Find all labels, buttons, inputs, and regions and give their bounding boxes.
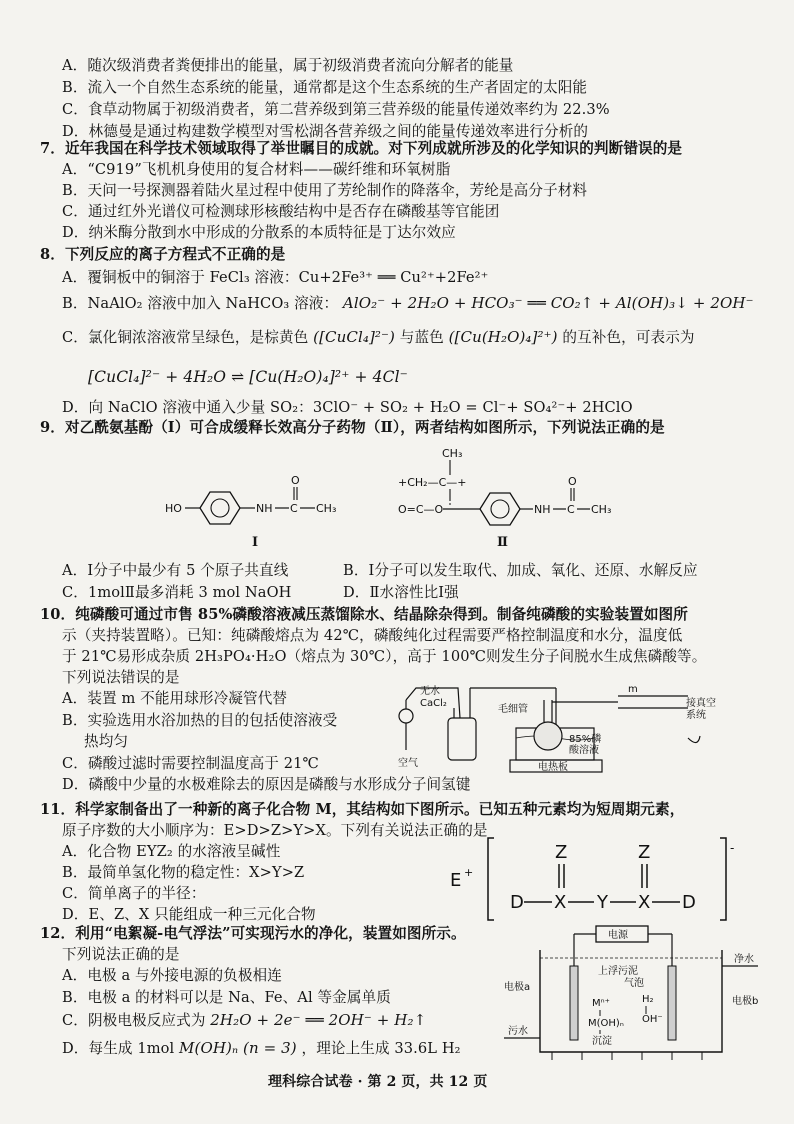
gas-label: 气泡: [624, 978, 644, 989]
q12-option-a: A．电极 a 与外接电源的负极相连: [62, 967, 282, 984]
q7-option-a: A．“C919”飞机机身使用的复合材料——碳纤维和环氧树脂: [62, 161, 451, 178]
atom-x1: X: [554, 892, 567, 913]
solution-label-1: 85%磷: [569, 734, 602, 745]
waste-water-label: 污水: [508, 1026, 528, 1037]
q10-option-b-line2: 热均匀: [84, 733, 129, 750]
q10-option-a: A．装置 m 不能用球形冷凝管代替: [62, 690, 288, 707]
svg-text:C: C: [290, 502, 298, 515]
atom-y: Y: [597, 892, 608, 913]
distillation-apparatus-diagram: [388, 678, 778, 778]
q8-option-b-equation: AlO₂⁻ + 2H₂O + HCO₃⁻ ══ CO₂↑ + Al(OH)₃↓ + 2OH⁻: [342, 294, 754, 312]
vacuum-label-1: 接真空: [686, 698, 716, 709]
svg-text:O: O: [291, 474, 300, 487]
float-sludge-label: 上浮污泥: [598, 966, 638, 977]
q10-stem-line2: 示（夹持装置略）。已知：纯磷酸熔点为 42℃，磷酸纯化过程需要严格控制温度和水分，温度低: [62, 627, 683, 644]
h2-label: H₂: [642, 994, 654, 1005]
vacuum-label-2: 系统: [686, 710, 706, 721]
q12-option-c-equation: 2H₂O + 2e⁻ ══ 2OH⁻ + H₂↑: [210, 1011, 427, 1029]
q12-stem-line2: 下列说法正确的是: [62, 946, 180, 963]
atom-d1: D: [510, 892, 524, 913]
svg-text:CH₃: CH₃: [591, 503, 612, 516]
structure-i-diagram: [165, 465, 365, 545]
q8-option-c-text1: C．氯化铜浓溶液常呈绿色，是棕黄色: [62, 329, 309, 346]
heater-label: 电热板: [538, 762, 568, 773]
atom-d2: D: [682, 892, 696, 913]
q12-option-c-prefix: C．阴极电极反应式为: [62, 1012, 206, 1029]
q10-stem-line3: 于 21℃易形成杂质 2H₃PO₄·H₂O（熔点为 30℃），高于 100℃则发生分子间脱水生成焦磷酸等。: [62, 648, 707, 665]
q11-option-d: D．E、Z、X 只能组成一种三元化合物: [62, 906, 316, 923]
atom-z2: Z: [638, 842, 651, 863]
q12-option-c: [62, 1010, 426, 1031]
q8-option-c: [62, 327, 695, 348]
svg-text:C: C: [567, 503, 575, 516]
electrode-b-label: 电极b: [732, 996, 759, 1007]
svg-text:O: O: [568, 475, 577, 488]
q7-option-c: C．通过红外光谱仪可检测球形核酸结构中是否存在磷酸基等官能团: [62, 203, 500, 220]
solution-label-2: 酸溶液: [569, 745, 599, 756]
q6-option-b: B．流入一个自然生态系统的能量，通常都是这个生态系统的生产者固定的太阳能: [62, 79, 588, 96]
q9-option-a: A．Ⅰ分子中最少有 5 个原子共直线: [62, 562, 289, 579]
air-label: 空气: [398, 758, 418, 769]
q9-option-c: C．1molⅡ最多消耗 3 mol NaOH: [62, 584, 292, 601]
q12-option-d-formula: M(OH)ₙ (n = 3): [179, 1039, 297, 1057]
q10-stem-line4: 下列说法错误的是: [62, 669, 180, 686]
atom-x2: X: [638, 892, 651, 913]
q7-stem: 7．近年我国在科学技术领域取得了举世瞩目的成就。对下列成就所涉及的化学知识的判断错误的是: [40, 140, 683, 157]
q12-option-b: B．电极 a 的材料可以是 Na、Fe、Al 等金属单质: [62, 989, 391, 1006]
structure-ii-label: Ⅱ: [497, 535, 509, 550]
m-oh-label: M(OH)ₙ: [588, 1018, 624, 1029]
q8-option-c-equation: [CuCl₄]²⁻ + 4H₂O ⇌ [Cu(H₂O)₄]²⁺ + 4Cl⁻: [88, 368, 408, 386]
benzene-ring-icon: [200, 492, 240, 524]
q6-option-c: C．食草动物属于初级消费者，第二营养级到第三营养级的能量传递效率约为 22.3%: [62, 101, 610, 118]
sediment-label: 沉淀: [592, 1036, 612, 1047]
q11-option-c: C．简单离子的半径：: [62, 885, 206, 902]
q6-option-d: D．林德曼是通过构建数学模型对雪松湖各营养级之间的能量传递效率进行分析的: [62, 123, 589, 140]
oh-label: OH⁻: [642, 1014, 663, 1025]
q9-option-b: B．Ⅰ分子可以发生取代、加成、氧化、还原、水解反应: [343, 562, 698, 579]
svg-text:NH: NH: [534, 503, 551, 516]
q8-option-b: [62, 293, 754, 314]
q10-option-b-line1: B．实验选用水浴加热的目的包括使溶液受: [62, 712, 338, 729]
benzene-ring-icon: [480, 493, 520, 525]
q9-stem: 9．对乙酰氨基酚（Ⅰ）可合成缓释长效高分子药物（Ⅱ），两者结构如图所示，下列说法正确的是: [40, 419, 665, 436]
svg-text:NH: NH: [256, 502, 273, 515]
q8-stem: 8．下列反应的离子方程式不正确的是: [40, 246, 286, 263]
condenser-m-label: m: [628, 684, 638, 695]
desiccant-label: 无水: [420, 686, 440, 697]
q8-option-d: D．向 NaClO 溶液中通入少量 SO₂：3ClO⁻ + SO₂ + H₂O = Cl⁻+ SO₄²⁻+ 2HClO: [62, 399, 633, 416]
q11-option-b: B．最简单氢化物的稳定性：X>Y>Z: [62, 864, 305, 881]
svg-text:CH₃: CH₃: [316, 502, 337, 515]
q8-option-a: A．覆铜板中的铜溶于 FeCl₃ 溶液：Cu+2Fe³⁺ ══ Cu²⁺+2Fe²⁺: [62, 269, 489, 286]
q8-option-c-species2: ([Cu(H₂O)₄]²⁺): [448, 328, 558, 346]
svg-text:+: +: [464, 866, 474, 879]
q12-option-d: [62, 1038, 461, 1059]
power-label: 电源: [608, 930, 628, 941]
structure-ii-diagram: [398, 443, 623, 543]
q7-option-d: D．纳米酶分散到水中形成的分散系的本质特征是丁达尔效应: [62, 224, 456, 241]
q7-option-b: B．天问一号探测器着陆火星过程中使用了芳纶制作的降落伞，芳纶是高分子材料: [62, 182, 588, 199]
electrode-a-label: 电极a: [504, 982, 531, 993]
q9-option-d: D．Ⅱ水溶性比Ⅰ强: [343, 584, 459, 601]
electroflotation-cell-diagram: [500, 922, 790, 1070]
svg-text:-: -: [730, 841, 735, 855]
svg-text:CH₃: CH₃: [442, 447, 463, 460]
q10-stem-line1: 10．纯磷酸可通过市售 85%磷酸溶液减压蒸馏除水、结晶除杂得到。制备纯磷酸的实验装置如图所: [40, 606, 688, 623]
q11-stem-line1: 11．科学家制备出了一种新的离子化合物 M，其结构如下图所示。已知五种元素均为短周期元素，: [40, 801, 685, 818]
q12-option-d-prefix: D．每生成 1mol: [62, 1040, 175, 1057]
page-footer: 理科综合试卷 · 第 2 页，共 12 页: [268, 1074, 488, 1090]
ionic-structure-diagram: [448, 832, 748, 927]
structure-i-label: Ⅰ: [252, 535, 259, 550]
q10-option-c: C．磷酸过滤时需要控制温度高于 21℃: [62, 755, 319, 772]
q11-option-a: A．化合物 EYZ₂ 的水溶液呈碱性: [62, 843, 281, 860]
q8-option-c-text3: 的互补色，可表示为: [562, 329, 695, 346]
atom-z1: Z: [555, 842, 568, 863]
clean-water-label: 净水: [734, 954, 754, 965]
cacl2-label: CaCl₂: [420, 698, 447, 709]
q10-option-d: D．磷酸中少量的水极难除去的原因是磷酸与水形成分子间氢键: [62, 776, 471, 793]
m-ion-label: Mⁿ⁺: [592, 998, 610, 1009]
q12-stem-line1: 12．利用“电絮凝-电气浮法”可实现污水的净化，装置如图所示。: [40, 925, 466, 942]
q8-option-c-text2: 与蓝色: [399, 329, 444, 346]
q8-option-b-prefix: B．NaAlO₂ 溶液中加入 NaHCO₃ 溶液：: [62, 295, 339, 312]
svg-text:+CH₂—C—+: +CH₂—C—+: [398, 476, 467, 489]
struct-i-ho: HO: [165, 502, 182, 515]
q11-stem-line2: 原子序数的大小顺序为：E>D>Z>Y>X。下列有关说法正确的是: [62, 822, 488, 839]
capillary-label: 毛细管: [498, 704, 528, 715]
q12-option-d-suffix: ，理论上生成 33.6L H₂: [301, 1040, 461, 1057]
cation-e: E: [450, 870, 462, 891]
q6-option-a: A．随次级消费者粪便排出的能量，属于初级消费者流向分解者的能量: [62, 57, 514, 74]
svg-text:O=C—O: O=C—O: [398, 503, 444, 516]
q8-option-c-species1: ([CuCl₄]²⁻): [313, 328, 395, 346]
